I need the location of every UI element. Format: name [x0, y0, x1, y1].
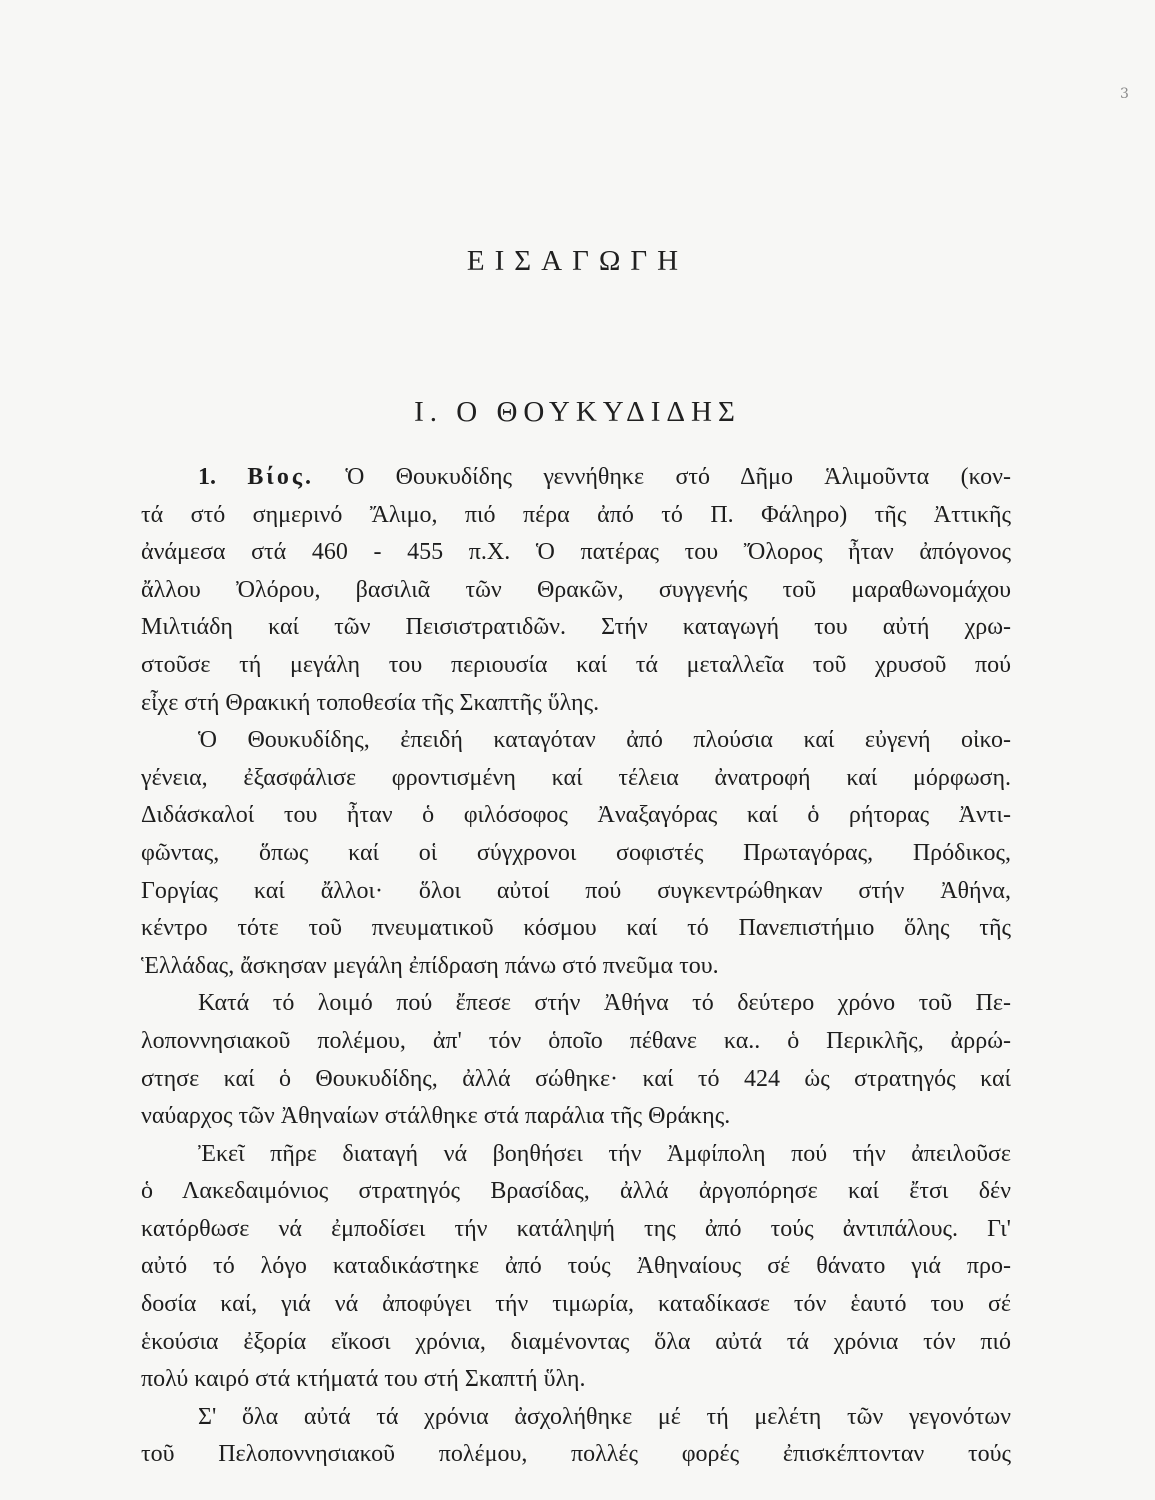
text-line: κατόρθωσε νά ἐμποδίσει τήν κατάληψή της ἀπό τούς ἀντιπάλους. Γι' — [141, 1215, 1011, 1242]
text-line: Γοργίας καί ἄλλοι· ὅλοι αὐτοί πού συγκεντρώθηκαν στήν Ἀθήνα, — [141, 877, 1011, 904]
text-line: Ἑλλάδας, ἄσκησαν μεγάλη ἐπίδραση πάνω στό πνεῦμα του. — [141, 952, 719, 979]
text-line: αὐτό τό λόγο καταδικάστηκε ἀπό τούς Ἀθηναίους σέ θάνατο γιά προ- — [141, 1253, 1011, 1280]
text-line: ἄλλου Ὀλόρου, βασιλιᾶ τῶν Θρακῶν, συγγενής τοῦ μαραθωνομάχου — [141, 576, 1011, 603]
text-line: εἶχε στή Θρακική τοποθεσία τῆς Σκαπτῆς ὕλης. — [141, 689, 600, 716]
text-line: Ὁ Θουκυδίδης, ἐπειδή καταγόταν ἀπό πλούσια καί εὐγενή οἰκο- — [198, 727, 1011, 754]
text-line: ἑκούσια ἐξορία εἴκοσι χρόνια, διαμένοντας ὅλα αὐτά τά χρόνια τόν πιό — [141, 1328, 1011, 1355]
text-line: ὁ Λακεδαιμόνιος στρατηγός Βρασίδας, ἀλλά ἀργοπόρησε καί ἔτσι δέν — [141, 1178, 1011, 1205]
text-line: ἀνάμεσα στά 460 - 455 π.Χ. Ὁ πατέρας του Ὄλορος ἦταν ἀπόγονος — [141, 539, 1011, 566]
section-number: 1. — [198, 464, 216, 490]
text-line: Μιλτιάδη καί τῶν Πεισιστρατιδῶν. Στήν καταγωγή του αὐτή χρω- — [141, 614, 1011, 641]
text-line — [141, 459, 1011, 497]
text-line: Κατά τό λοιμό πού ἔπεσε στήν Ἀθήνα τό δεύτερο χρόνο τοῦ Πε- — [198, 990, 1011, 1017]
text-line: πολύ καιρό στά κτήματά του στή Σκαπτή ὕλη. — [141, 1366, 586, 1393]
text-line: Σ' ὅλα αὐτά τά χρόνια ἀσχολήθηκε μέ τή μελέτη τῶν γεγονότων — [198, 1403, 1011, 1430]
text-line: τοῦ Πελοποννησιακοῦ πολέμου, πολλές φορές ἐπισκέπτονταν τούς — [141, 1441, 1011, 1468]
text-line: Ἐκεῖ πῆρε διαταγή νά βοηθήσει τήν Ἀμφίπολη πού τήν ἀπειλοῦσε — [198, 1140, 1011, 1167]
text-line: ναύαρχος τῶν Ἀθηναίων στάλθηκε στά παράλια τῆς Θράκης. — [141, 1103, 731, 1130]
text-line: κέντρο τότε τοῦ πνευματικοῦ κόσμου καί τό Πανεπιστήμιο ὅλης τῆς — [141, 915, 1011, 942]
text-line: στησε καί ὁ Θουκυδίδης, ἀλλά σώθηκε· καί τό 424 ὡς στρατηγός καί — [141, 1065, 1011, 1092]
page-title: ΕΙΣΑΓΩΓΗ — [466, 245, 689, 277]
text-line: στοῦσε τή μεγάλη του περιουσία καί τά μεταλλεῖα τοῦ χρυσοῦ πού — [141, 651, 1011, 678]
chapter-title: Ι. Ο ΘΟΥΚΥΔΙΔΗΣ — [414, 396, 741, 428]
text-line: λοποννησιακοῦ πολέμου, ἀπ' τόν ὁποῖο πέθανε κα.. ὁ Περικλῆς, ἀρρώ- — [141, 1027, 1011, 1054]
page-number: 3 — [1120, 86, 1129, 102]
text-line: φῶντας, ὅπως καί οἱ σύγχρονοι σοφιστές Πρωταγόρας, Πρόδικος, — [141, 839, 1011, 866]
text-line: γένεια, ἐξασφάλισε φροντισμένη καί τέλεια ἀνατροφή καί μόρφωση. — [141, 764, 1011, 791]
line-text: Ὁ Θουκυδίδης γεννήθηκε στό Δῆμο Ἁλιμοῦντα (κον- — [345, 464, 1011, 490]
text-line: δοσία καί, γιά νά ἀποφύγει τήν τιμωρία, καταδίκασε τόν ἑαυτό του σέ — [141, 1291, 1011, 1318]
section-heading: Βίος. — [247, 464, 314, 490]
body-text — [141, 459, 1011, 1474]
text-line: Διδάσκαλοί του ἦταν ὁ φιλόσοφος Ἀναξαγόρας καί ὁ ρήτορας Ἀντι- — [141, 802, 1011, 829]
text-line: τά στό σημερινό Ἄλιμο, πιό πέρα ἀπό τό Π. Φάληρο) τῆς Ἀττικῆς — [141, 501, 1011, 528]
